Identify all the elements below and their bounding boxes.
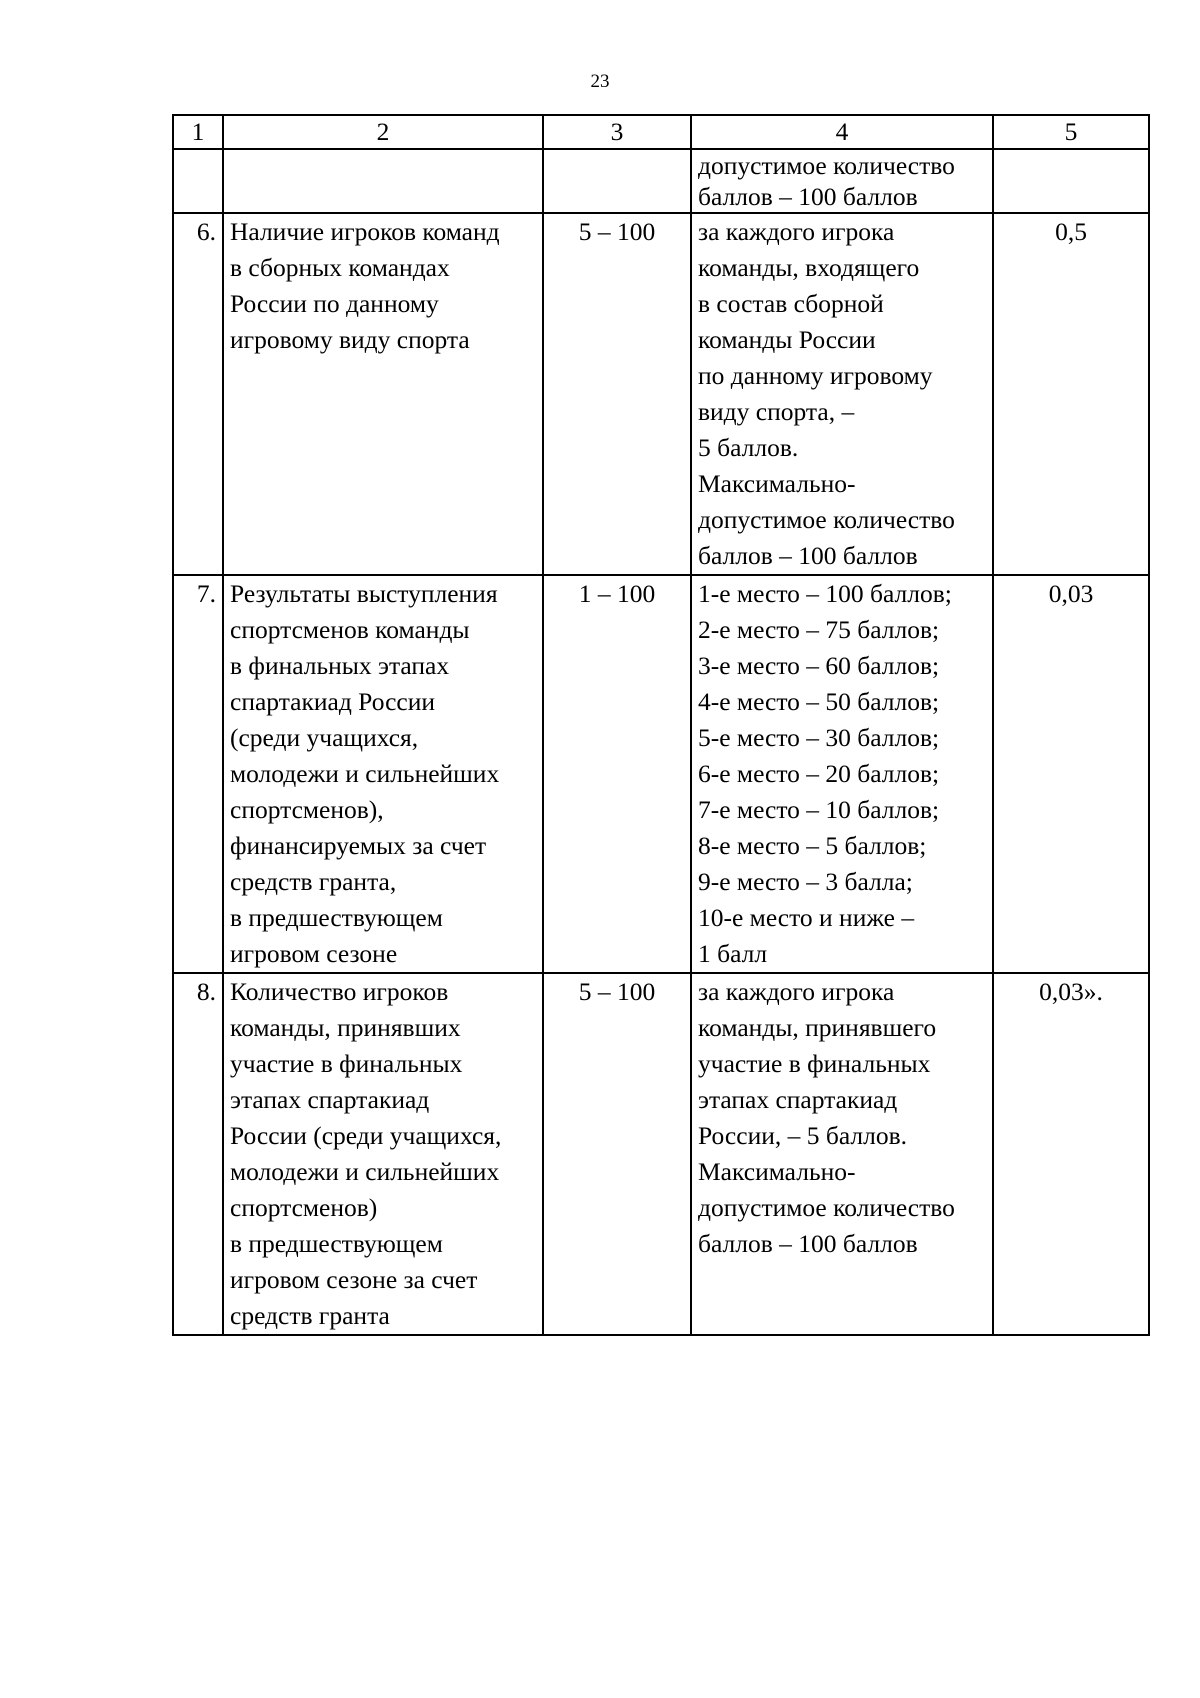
- points-line: 9-е место – 3 балла;: [698, 867, 913, 896]
- criterion-line: молодежи и сильнейших: [230, 1157, 500, 1186]
- points-line: в состав сборной: [698, 289, 884, 318]
- column-header-1: 1: [173, 115, 223, 149]
- continuation-points-cell: [691, 149, 993, 213]
- table-row: [173, 575, 1149, 973]
- table-row: [173, 973, 1149, 1335]
- points-line: 5 баллов.: [698, 433, 799, 462]
- page-number: 23: [590, 71, 610, 92]
- points-line: баллов – 100 баллов: [698, 182, 918, 211]
- criterion-line: спортсменов): [230, 1193, 378, 1222]
- continuation-criterion-cell: [223, 149, 543, 213]
- points-line: 6-е место – 20 баллов;: [698, 759, 940, 788]
- points-line: по данному игровому: [698, 361, 933, 390]
- header-row: [173, 115, 1149, 149]
- points-line: участие в финальных: [698, 1049, 931, 1078]
- row-number-cell: 7.: [173, 575, 223, 973]
- table-row: [173, 213, 1149, 575]
- criterion-line: в предшествующем: [230, 903, 443, 932]
- points-line: 1 балл: [698, 939, 768, 968]
- criterion-cell: [223, 973, 543, 1335]
- points-line: за каждого игрока: [698, 217, 895, 246]
- criterion-line: молодежи и сильнейших: [230, 759, 500, 788]
- criterion-line: Наличие игроков команд: [230, 217, 500, 246]
- criterion-line: Количество игроков: [230, 977, 449, 1006]
- points-line: этапах спартакиад: [698, 1085, 898, 1114]
- row-number-cell: 6.: [173, 213, 223, 575]
- row-number-cell: 8.: [173, 973, 223, 1335]
- points-cell: [691, 973, 993, 1335]
- criterion-line: (среди учащихся,: [230, 723, 419, 752]
- points-line: за каждого игрока: [698, 977, 895, 1006]
- points-line: допустимое количество: [698, 1193, 955, 1222]
- criterion-line: России по данному: [230, 289, 439, 318]
- points-line: 8-е место – 5 баллов;: [698, 831, 927, 860]
- column-header-4: 4: [691, 115, 993, 149]
- column-header-3: 3: [543, 115, 691, 149]
- column-header-5: 5: [993, 115, 1149, 149]
- points-line: баллов – 100 баллов: [698, 1229, 918, 1258]
- criterion-line: в предшествующем: [230, 1229, 443, 1258]
- points-line: 3-е место – 60 баллов;: [698, 651, 940, 680]
- points-line: 7-е место – 10 баллов;: [698, 795, 940, 824]
- points-cell: [691, 213, 993, 575]
- continuation-num-cell: [173, 149, 223, 213]
- criterion-line: этапах спартакиад: [230, 1085, 430, 1114]
- criterion-line: Результаты выступления: [230, 579, 498, 608]
- points-line: допустимое количество: [698, 505, 955, 534]
- points-line: России, – 5 баллов.: [698, 1121, 907, 1150]
- criterion-line: участие в финальных: [230, 1049, 463, 1078]
- points-line: баллов – 100 баллов: [698, 541, 918, 570]
- criterion-line: в финальных этапах: [230, 651, 450, 680]
- criterion-line: спартакиад России: [230, 687, 436, 716]
- points-cell: [691, 575, 993, 973]
- weight-cell: 0,5: [993, 213, 1149, 575]
- range-cell: 1 – 100: [543, 575, 691, 973]
- points-line: Максимально-: [698, 1157, 856, 1186]
- criterion-line: команды, принявших: [230, 1013, 461, 1042]
- range-cell: 5 – 100: [543, 213, 691, 575]
- points-line: команды, входящего: [698, 253, 920, 282]
- criterion-line: в сборных командах: [230, 253, 450, 282]
- criterion-line: средств гранта: [230, 1301, 390, 1330]
- points-line: виду спорта, –: [698, 397, 855, 426]
- points-line: Максимально-: [698, 469, 856, 498]
- points-line: допустимое количество: [698, 151, 955, 180]
- points-line: 2-е место – 75 баллов;: [698, 615, 940, 644]
- range-cell: 5 – 100: [543, 973, 691, 1335]
- criterion-line: средств гранта,: [230, 867, 397, 896]
- criterion-line: финансируемых за счет: [230, 831, 487, 860]
- criterion-line: спортсменов),: [230, 795, 384, 824]
- continuation-row: [173, 149, 1149, 213]
- continuation-range-cell: [543, 149, 691, 213]
- points-line: команды России: [698, 325, 876, 354]
- points-line: 5-е место – 30 баллов;: [698, 723, 940, 752]
- criterion-line: игровом сезоне за счет: [230, 1265, 478, 1294]
- column-header-2: 2: [223, 115, 543, 149]
- criterion-line: России (среди учащихся,: [230, 1121, 502, 1150]
- weight-cell: 0,03: [993, 575, 1149, 973]
- criterion-line: игровом сезоне: [230, 939, 398, 968]
- criterion-cell: [223, 575, 543, 973]
- criterion-line: спортсменов команды: [230, 615, 470, 644]
- points-line: 1-е место – 100 баллов;: [698, 579, 952, 608]
- continuation-weight-cell: [993, 149, 1149, 213]
- criterion-line: игровому виду спорта: [230, 325, 470, 354]
- points-line: 10-е место и ниже –: [698, 903, 915, 932]
- criterion-cell: [223, 213, 543, 575]
- points-line: 4-е место – 50 баллов;: [698, 687, 940, 716]
- points-line: команды, принявшего: [698, 1013, 937, 1042]
- criteria-table: [172, 114, 1150, 1336]
- weight-cell: 0,03».: [993, 973, 1149, 1335]
